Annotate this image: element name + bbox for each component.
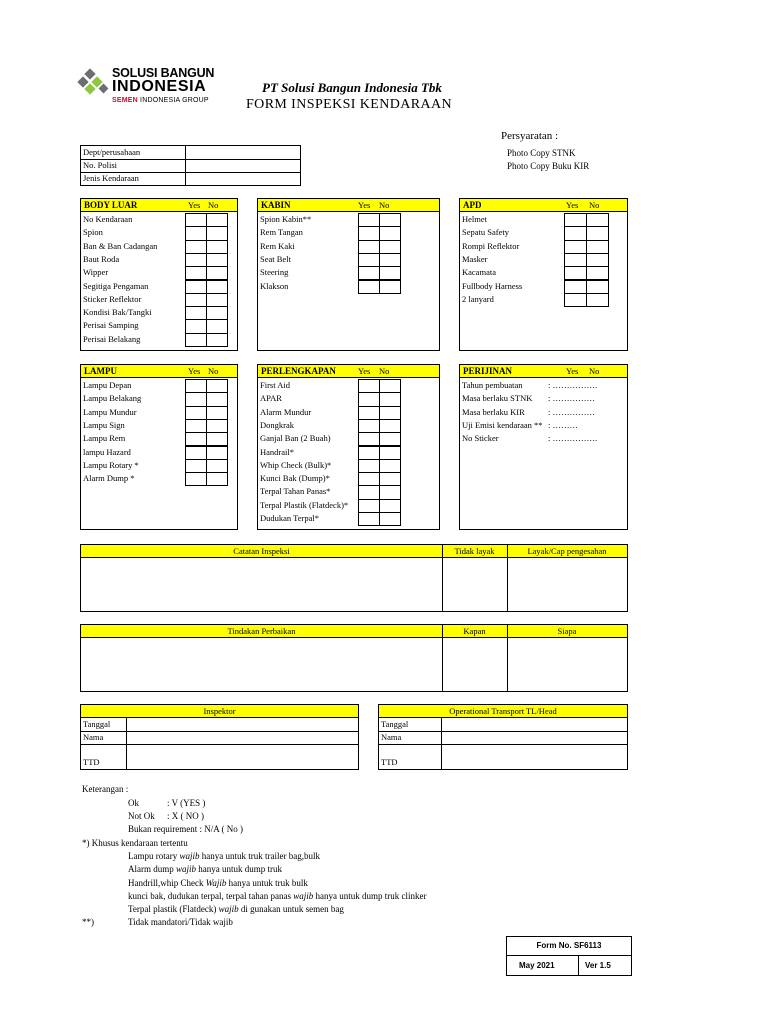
inspektor-nama-field[interactable] (127, 732, 358, 744)
lampu-yes-checkbox[interactable] (185, 446, 207, 460)
perlengkapan-item: Dongkrak (260, 419, 294, 430)
perlengkapan-item: Handrail* (260, 446, 294, 457)
lampu-yes-checkbox[interactable] (185, 472, 207, 486)
perlengkapan-yes-checkbox[interactable] (358, 406, 380, 420)
perijinan-value-field[interactable]: : ……………. (548, 433, 598, 444)
lampu-no-checkbox[interactable] (206, 379, 228, 393)
body_luar-no-checkbox[interactable] (206, 319, 228, 333)
lampu-item: lampu Hazard (83, 446, 131, 457)
logo-line1: SOLUSI BANGUN (112, 66, 215, 80)
kabin-title: KABIN (261, 200, 291, 210)
perijinan-value-field[interactable]: : …………… (548, 406, 595, 417)
double-star-key: **) (82, 917, 94, 927)
polisi-field[interactable] (186, 159, 300, 172)
body_luar-no-checkbox[interactable] (206, 280, 228, 294)
lampu-no-checkbox[interactable] (206, 419, 228, 433)
operational-tanggal-field[interactable] (442, 718, 627, 731)
kapan-header: Kapan (463, 626, 486, 636)
kapan-field[interactable] (443, 639, 507, 691)
catatan-field[interactable] (81, 559, 442, 611)
requirement-item: Photo Copy Buku KIR (507, 161, 590, 171)
na-note: Bukan requirement : N/A ( No ) (128, 824, 243, 834)
kabin-yes-checkbox[interactable] (358, 253, 380, 267)
kabin-yes-checkbox[interactable] (358, 240, 380, 254)
tindakan-field[interactable] (81, 639, 442, 691)
body_luar-item: Baut Roda (83, 253, 120, 264)
note-handrill: Handrill,whip Check Wajib hanya untuk truk bulk (128, 878, 308, 888)
perijinan-label: Tahun pembuatan (462, 380, 523, 390)
apd-item: Rompi Reflektor (462, 240, 520, 251)
section-apd (459, 198, 628, 351)
lampu-yes-header: Yes (188, 366, 201, 376)
perlengkapan-no-checkbox[interactable] (379, 446, 401, 460)
form-date: May 2021 (519, 961, 555, 970)
kabin-no-header: No (379, 200, 390, 210)
apd-no-checkbox[interactable] (586, 280, 609, 294)
lampu-no-checkbox[interactable] (206, 406, 228, 420)
body_luar-no-checkbox[interactable] (206, 240, 228, 254)
perlengkapan-yes-checkbox[interactable] (358, 512, 380, 526)
layak-header: Layak/Cap pengesahan (527, 546, 607, 556)
tidak-layak-header: Tidak layak (454, 546, 495, 556)
perijinan-yes-header: Yes (566, 366, 579, 376)
perlengkapan-yes-checkbox[interactable] (358, 392, 380, 406)
apd-yes-checkbox[interactable] (564, 240, 587, 254)
apd-yes-checkbox[interactable] (564, 266, 587, 280)
body_luar-yes-checkbox[interactable] (185, 226, 207, 240)
logo-group: SEMEN INDONESIA GROUP (112, 97, 209, 104)
kabin-no-checkbox[interactable] (379, 266, 401, 280)
body_luar-item: Perisai Samping (83, 320, 139, 331)
kabin-no-checkbox[interactable] (379, 213, 401, 227)
body_luar-no-header: No (208, 200, 219, 210)
kabin-no-checkbox[interactable] (379, 240, 401, 254)
perijinan-label: Masa berlaku KIR (462, 406, 525, 417)
apd-no-checkbox[interactable] (586, 253, 609, 267)
requirement-item: Photo Copy STNK (507, 148, 576, 158)
lampu-yes-checkbox[interactable] (185, 459, 207, 473)
apd-title: APD (463, 200, 482, 210)
note-terpal: Terpal plastik (Flatdeck) wajib di gunakan untuk semen bag (128, 904, 344, 914)
body_luar-item: No Kendaraan (83, 214, 133, 224)
tidak-layak-field[interactable] (443, 559, 507, 611)
form-version: Ver 1.5 (585, 961, 611, 970)
body_luar-item: Sticker Reflektor (83, 293, 142, 304)
apd-item: Masker (462, 253, 488, 264)
perijinan-value-field[interactable]: : ……… (548, 419, 578, 430)
notok-key: Not Ok (128, 811, 155, 821)
lampu-item: Lampu Belakang (83, 393, 142, 404)
perlengkapan-no-checkbox[interactable] (379, 432, 401, 446)
body_luar-yes-checkbox[interactable] (185, 213, 207, 227)
perijinan-label: Masa berlaku STNK (462, 393, 533, 404)
kabin-item: Seat Belt (260, 253, 291, 264)
perlengkapan-yes-checkbox[interactable] (358, 446, 380, 460)
apd-item: Kacamata (462, 267, 496, 278)
keterangan-label: Keterangan : (82, 784, 129, 794)
lampu-no-checkbox[interactable] (206, 446, 228, 460)
kabin-yes-checkbox[interactable] (358, 280, 380, 294)
body_luar-no-checkbox[interactable] (206, 226, 228, 240)
body_luar-yes-checkbox[interactable] (185, 306, 207, 320)
perlengkapan-item: Alarm Mundur (260, 406, 312, 417)
inspektor-ttd-label: TTD (83, 757, 100, 767)
lampu-item: Lampu Rem (83, 433, 126, 444)
perlengkapan-no-checkbox[interactable] (379, 499, 401, 513)
inspektor-ttd-field[interactable] (127, 745, 358, 769)
body_luar-yes-checkbox[interactable] (185, 266, 207, 280)
section-body-luar (80, 198, 238, 351)
body_luar-no-checkbox[interactable] (206, 213, 228, 227)
inspektor-header: Inspektor (203, 706, 236, 716)
body_luar-no-checkbox[interactable] (206, 266, 228, 280)
ok-value: : V (YES ) (167, 798, 206, 808)
body_luar-item: Wipper (83, 267, 109, 278)
layak-field[interactable] (508, 559, 627, 611)
company-logo (76, 66, 236, 110)
perlengkapan-yes-checkbox[interactable] (358, 419, 380, 433)
perlengkapan-no-checkbox[interactable] (379, 512, 401, 526)
apd-item: 2 lanyard (462, 293, 494, 304)
kabin-yes-checkbox[interactable] (358, 266, 380, 280)
operational-tanggal-label: Tanggal (381, 719, 409, 729)
perlengkapan-no-checkbox[interactable] (379, 392, 401, 406)
perlengkapan-yes-checkbox[interactable] (358, 459, 380, 473)
form-title: FORM INSPEKSI KENDARAAN (246, 97, 452, 112)
operational-ttd-label: TTD (381, 757, 398, 767)
body_luar-yes-checkbox[interactable] (185, 333, 207, 347)
lampu-yes-checkbox[interactable] (185, 392, 207, 406)
apd-yes-checkbox[interactable] (564, 253, 587, 267)
note-alarm-dump: Alarm dump wajib hanya untuk dump truk (128, 864, 283, 874)
body_luar-yes-checkbox[interactable] (185, 240, 207, 254)
perijinan-value-field[interactable]: : …………… (548, 393, 595, 404)
info-label-dept: Dept/perusahaan (83, 147, 141, 157)
apd-no-checkbox[interactable] (586, 293, 609, 307)
operational-table (378, 704, 628, 770)
body_luar-yes-checkbox[interactable] (185, 293, 207, 307)
body_luar-item: Kondisi Bak/Tangki (83, 307, 152, 318)
kabin-item: Klakson (260, 280, 289, 291)
notok-value: : X ( NO ) (167, 811, 204, 821)
body_luar-item: Perisai Belakang (83, 333, 141, 344)
kabin-no-checkbox[interactable] (379, 226, 401, 240)
dept-field[interactable] (186, 146, 300, 159)
apd-item: Helmet (462, 214, 488, 224)
operational-header: Operational Transport TL/Head (449, 706, 557, 716)
kabin-item: Steering (260, 267, 289, 278)
lampu-yes-checkbox[interactable] (185, 432, 207, 446)
apd-item: Sepatu Safety (462, 227, 509, 238)
tindakan-table (80, 624, 628, 692)
body_luar-yes-checkbox[interactable] (185, 319, 207, 333)
perijinan-no-header: No (589, 366, 600, 376)
kabin-no-checkbox[interactable] (379, 280, 401, 294)
note-kunci-bak: kunci bak, dudukan terpal, terpal tahan panas wajib hanya untuk dump truk clinker (128, 891, 427, 901)
catatan-table (80, 544, 628, 612)
apd-no-header: No (589, 200, 600, 210)
form-number-box (506, 936, 632, 976)
lampu-item: Lampu Rotary * (83, 459, 139, 470)
body_luar-yes-checkbox[interactable] (185, 280, 207, 294)
body_luar-item: Segitiga Pengaman (83, 280, 149, 291)
inspektor-table (80, 704, 359, 770)
apd-yes-checkbox[interactable] (564, 280, 587, 294)
body_luar-no-checkbox[interactable] (206, 293, 228, 307)
siapa-header: Siapa (557, 626, 577, 636)
ok-key: Ok (128, 798, 139, 808)
body_luar-item: Spion (83, 227, 103, 238)
perlengkapan-no-checkbox[interactable] (379, 485, 401, 499)
vehicle-info-table (80, 145, 301, 186)
perlengkapan-yes-checkbox[interactable] (358, 432, 380, 446)
body_luar-title: BODY LUAR (84, 200, 138, 210)
perlengkapan-no-checkbox[interactable] (379, 406, 401, 420)
body_luar-item: Ban & Ban Cadangan (83, 240, 158, 251)
operational-ttd-field[interactable] (442, 745, 627, 769)
info-label-jenis: Jenis Kendaraan (83, 173, 139, 183)
kabin-yes-header: Yes (358, 200, 371, 210)
double-star-note: Tidak mandatori/Tidak wajib (128, 917, 233, 927)
apd-no-checkbox[interactable] (586, 266, 609, 280)
kabin-item: Spion Kabin** (260, 214, 312, 224)
perlengkapan-no-checkbox[interactable] (379, 379, 401, 393)
perlengkapan-item: First Aid (260, 380, 290, 390)
section-kabin (257, 198, 440, 351)
body_luar-no-checkbox[interactable] (206, 333, 228, 347)
section-perijinan (459, 364, 628, 530)
perijinan-value-field[interactable]: : ……………. (548, 380, 598, 390)
operational-nama-label: Nama (381, 732, 402, 742)
company-title: PT Solusi Bangun Indonesia Tbk (262, 80, 442, 95)
apd-yes-checkbox[interactable] (564, 293, 587, 307)
lampu-no-checkbox[interactable] (206, 392, 228, 406)
perlengkapan-item: Terpal Tahan Panas* (260, 486, 331, 497)
kabin-item: Rem Tangan (260, 227, 303, 238)
perijinan-title: PERIJINAN (463, 366, 513, 376)
body_luar-yes-header: Yes (188, 200, 201, 210)
lampu-item: Lampu Mundur (83, 406, 137, 417)
lampu-yes-checkbox[interactable] (185, 406, 207, 420)
lampu-no-header: No (208, 366, 219, 376)
perijinan-label: No Sticker (462, 433, 499, 444)
kabin-no-checkbox[interactable] (379, 253, 401, 267)
lampu-no-checkbox[interactable] (206, 459, 228, 473)
perlengkapan-item: Ganjal Ban (2 Buah) (260, 433, 331, 444)
inspektor-tanggal-field[interactable] (127, 718, 358, 731)
perlengkapan-no-checkbox[interactable] (379, 472, 401, 486)
operational-nama-field[interactable] (442, 732, 627, 744)
lampu-yes-checkbox[interactable] (185, 379, 207, 393)
kabin-yes-checkbox[interactable] (358, 213, 380, 227)
perlengkapan-yes-checkbox[interactable] (358, 379, 380, 393)
lampu-item: Alarm Dump * (83, 473, 135, 484)
perijinan-label: Uji Emisi kendaraan ** (462, 419, 543, 430)
note-rotary: Lampu rotary wajib hanya untuk truk trailer bag,bulk (128, 851, 320, 861)
apd-no-checkbox[interactable] (586, 213, 609, 227)
inspektor-nama-label: Nama (83, 732, 104, 742)
perlengkapan-yes-header: Yes (358, 366, 371, 376)
perlengkapan-item: Whip Check (Bulk)* (260, 459, 332, 470)
perlengkapan-yes-checkbox[interactable] (358, 472, 380, 486)
perlengkapan-no-checkbox[interactable] (379, 419, 401, 433)
apd-yes-checkbox[interactable] (564, 213, 587, 227)
apd-no-checkbox[interactable] (586, 240, 609, 254)
info-label-polisi: No. Polisi (83, 160, 118, 170)
section-perlengkapan (257, 364, 440, 530)
logo-line2: INDONESIA (112, 78, 207, 95)
catatan-header: Catatan Inspeksi (233, 546, 290, 556)
tindakan-header: Tindakan Perbaikan (227, 626, 296, 636)
perlengkapan-yes-checkbox[interactable] (358, 485, 380, 499)
body_luar-no-checkbox[interactable] (206, 306, 228, 320)
apd-yes-checkbox[interactable] (564, 226, 587, 240)
khusus-note: *) Khusus kendaraan tertentu (82, 838, 188, 848)
form-number: Form No. SF6113 (536, 941, 602, 950)
lampu-item: Lampu Depan (83, 380, 132, 390)
perlengkapan-item: Kunci Bak (Dump)* (260, 473, 330, 484)
apd-no-checkbox[interactable] (586, 226, 609, 240)
lampu-title: LAMPU (84, 366, 117, 376)
inspektor-tanggal-label: Tanggal (83, 719, 111, 729)
body_luar-yes-checkbox[interactable] (185, 253, 207, 267)
lampu-no-checkbox[interactable] (206, 472, 228, 486)
kabin-yes-checkbox[interactable] (358, 226, 380, 240)
perlengkapan-title: PERLENGKAPAN (261, 366, 336, 376)
body_luar-no-checkbox[interactable] (206, 253, 228, 267)
perlengkapan-item: Dudukan Terpal* (260, 513, 319, 523)
logo-mark-icon (76, 68, 110, 102)
perlengkapan-no-header: No (379, 366, 390, 376)
perlengkapan-yes-checkbox[interactable] (358, 499, 380, 513)
kabin-item: Rem Kaki (260, 240, 295, 251)
siapa-field[interactable] (508, 639, 627, 691)
apd-item: Fullbody Harness (462, 280, 523, 291)
apd-yes-header: Yes (566, 200, 579, 210)
lampu-yes-checkbox[interactable] (185, 419, 207, 433)
lampu-no-checkbox[interactable] (206, 432, 228, 446)
requirements-title: Persyaratan : (501, 130, 559, 142)
section-lampu (80, 364, 238, 530)
jenis-field[interactable] (186, 172, 300, 185)
lampu-item: Lampu Sign (83, 419, 125, 430)
perlengkapan-no-checkbox[interactable] (379, 459, 401, 473)
perlengkapan-item: APAR (260, 393, 282, 404)
perlengkapan-item: Terpal Plastik (Flatdeck)* (260, 499, 349, 510)
